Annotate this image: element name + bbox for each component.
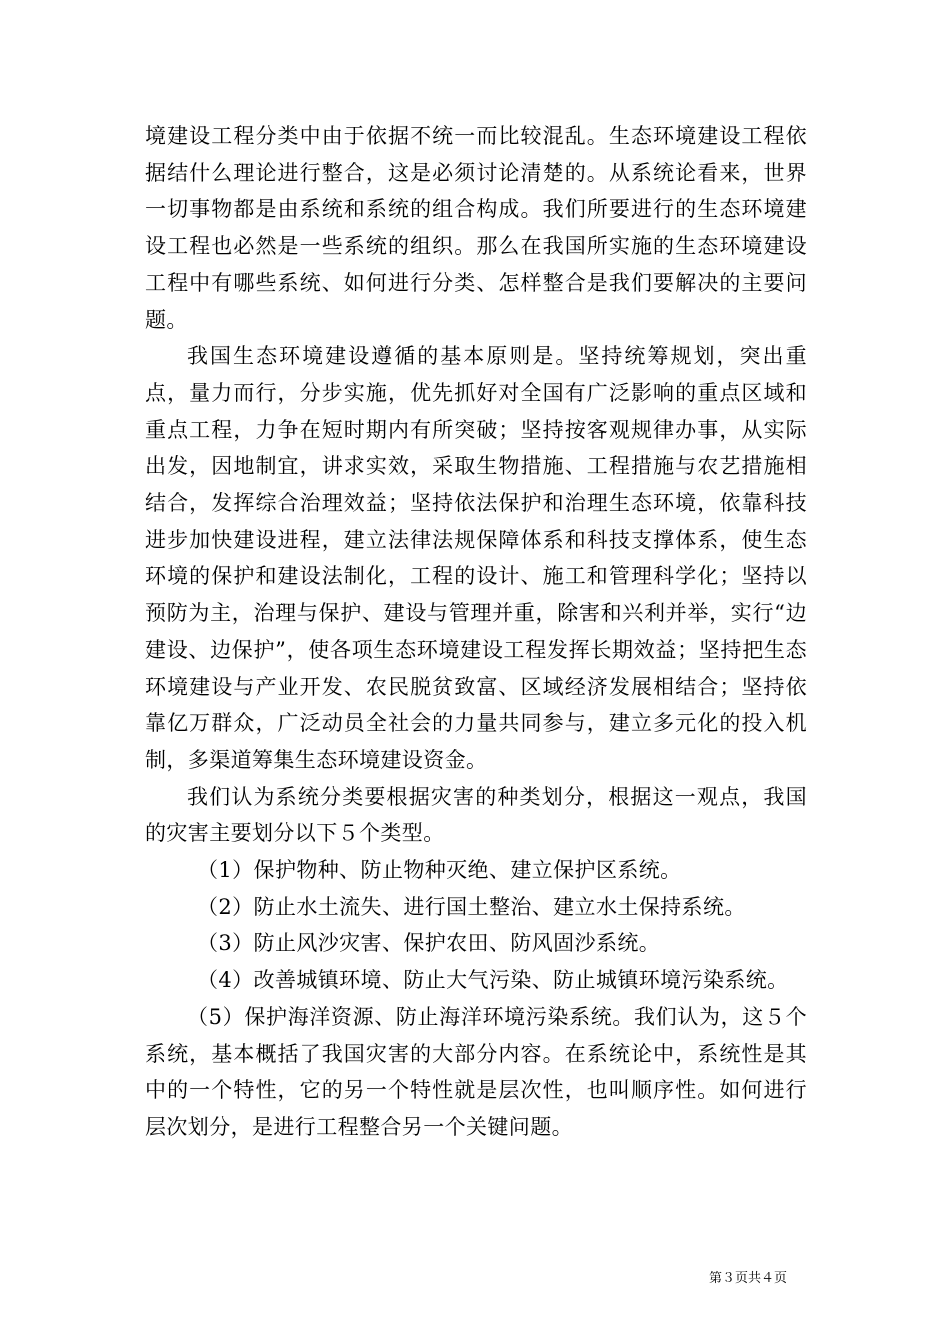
paragraph-closing: （5）保护海洋资源、防止海洋环境污染系统。我们认为，这５个系统，基本概括了我国灾害的大部分内容。在系统论中，系统性是其中的一个特性，它的另一个特性就是层次性，也叫顺序性。如何进行层次划分，是进行工程整合另一个关键问题。 <box>145 1004 807 1139</box>
document-body <box>145 118 807 1146</box>
list-item: （3）防止风沙灾害、保护农田、防风固沙系统。 <box>197 931 661 956</box>
list-item: （1）保护物种、防止物种灭绝、建立保护区系统。 <box>197 858 682 883</box>
list-item: （4）改善城镇环境、防止大气污染、防止城镇环境污染系统。 <box>197 968 789 993</box>
list-item: （2）防止水土流失、进行国土整治、建立水土保持系统。 <box>197 894 746 919</box>
page-number-footer: 第３页共４页 <box>709 1271 788 1286</box>
paragraph-classification: 我们认为系统分类要根据灾害的种类划分，根据这一观点，我国的灾害主要划分以下５个类型。 <box>145 784 807 846</box>
paragraph-principles: 我国生态环境建设遵循的基本原则是。坚持统筹规划，突出重点，量力而行，分步实施，优先抓好对全国有广泛影响的重点区域和重点工程，力争在短时期内有所突破；坚持按客观规律办事，从实际出发，因地制宜，讲求实效，采取生物措施、工程措施与农艺措施相结合，发挥综合治理效益；坚持依法保护和治理生态环境，依靠科技进步加快建设进程，建立法律法规保障体系和科技支撑体系，使生态环境的保护和建设法制化，工程的设计、施工和管理科学化；坚持以预防为主，治理与保护、建设与管理并重，除害和兴利并举，实行“边建设、边保护”，使各项生态环境建设工程发挥长期效益；坚持把生态环境建设与产业开发、农民脱贫致富、区域经济发展相结合；坚持依靠亿万群众，广泛动员全社会的力量共同参与，建立多元化的投入机制，多渠道筹集生态环境建设资金。 <box>145 344 807 772</box>
paragraph-continuation: 境建设工程分类中由于依据不统一而比较混乱。生态环境建设工程依据结什么理论进行整合，这是必须讨论清楚的。从系统论看来，世界一切事物都是由系统和系统的组合构成。我们所要进行的生态环境建设工程也必然是一些系统的组织。那么在我国所实施的生态环境建设工程中有哪些系统、如何进行分类、怎样整合是我们要解决的主要问题。 <box>145 124 807 332</box>
